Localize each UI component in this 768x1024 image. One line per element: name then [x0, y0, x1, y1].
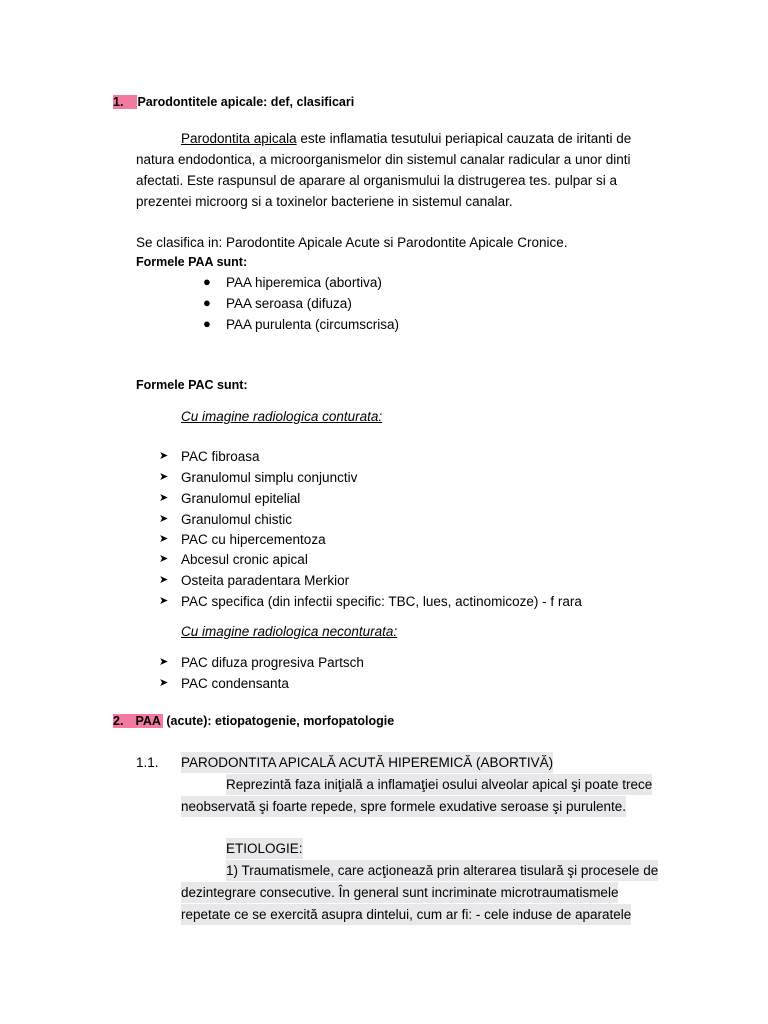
- paa-item-2: PAA seroasa (difuza): [226, 296, 352, 311]
- pac-heading: Formele PAC sunt:: [136, 378, 248, 392]
- section-1-title: Parodontitele apicale: def, clasificari: [137, 95, 355, 109]
- para2-line-2: dezintegrare consecutive. În general sunt incriminate microtraumatismele: [181, 882, 618, 903]
- arrowhead-bullet-icon: ➤: [159, 595, 169, 607]
- etiology-heading: ETIOLOGIE:: [226, 838, 303, 859]
- para1-line-1: Reprezintă faza iniţială a inflamaţiei osului alveolar apical şi poate trece: [226, 774, 652, 795]
- section-2-number: 2. PAA: [113, 714, 161, 728]
- classification-text: Se clasifica in: Parodontite Apicale Acute si Parodontite Apicale Cronice.: [136, 235, 568, 250]
- contoured-item-2: Granulomul simplu conjunctiv: [181, 470, 358, 485]
- arrowhead-bullet-icon: ➤: [159, 656, 169, 668]
- definition-line-3: afectati. Este raspunsul de aparare al organismului la distrugerea tes. pulpar si a: [136, 173, 618, 188]
- arrowhead-bullet-icon: ➤: [159, 677, 169, 689]
- paa-heading: Formele PAA sunt:: [136, 255, 248, 269]
- section-2-title-highlight: PAA: [135, 714, 161, 728]
- paa-item-3: PAA purulenta (circumscrisa): [226, 317, 400, 332]
- contoured-item-7: Osteita paradentara Merkior: [181, 573, 350, 588]
- contoured-item-8: PAC specifica (din infectii specific: TBC, lues, actinomicoze) - f rara: [181, 594, 582, 609]
- section-2-heading: [113, 711, 394, 732]
- arrowhead-bullet-icon: ➤: [159, 450, 169, 462]
- contoured-item-5: PAC cu hipercementoza: [181, 532, 326, 547]
- section-1-number: 1.: [113, 95, 137, 109]
- arrowhead-bullet-icon: ➤: [159, 533, 169, 545]
- arrowhead-bullet-icon: ➤: [159, 492, 169, 504]
- paa-item-1: PAA hiperemica (abortiva): [226, 275, 382, 290]
- definition-line-2: natura endodontica, a microorganismelor din sistemul canalar radicular a unor dinti: [136, 152, 631, 167]
- contoured-item-6: Abcesul cronic apical: [181, 552, 308, 567]
- para2-line-1: 1) Traumatismele, care acţionează prin alterarea tisulară şi procesele de: [226, 860, 658, 881]
- arrowhead-bullet-icon: ➤: [159, 553, 169, 565]
- definition-line-4: prezentei microorg si a toxinelor bacteriene in sistemul canalar.: [136, 194, 513, 209]
- subsection-number: 1.1.: [136, 755, 159, 770]
- bullet-dot-icon: ●: [203, 295, 211, 310]
- definition-text-1: este inflamatia tesutului periapical cauzata de iritanti de: [296, 131, 632, 146]
- noncontoured-heading: Cu imagine radiologica neconturata:: [181, 624, 398, 639]
- arrowhead-bullet-icon: ➤: [159, 471, 169, 483]
- contoured-heading: Cu imagine radiologica conturata:: [181, 409, 383, 424]
- contoured-item-3: Granulomul epitelial: [181, 491, 301, 506]
- definition-line-1: [181, 128, 631, 149]
- contoured-item-4: Granulomul chistic: [181, 512, 293, 527]
- arrowhead-bullet-icon: ➤: [159, 574, 169, 586]
- noncontoured-item-1: PAC difuza progresiva Partsch: [181, 655, 364, 670]
- para1-line-2: neobservată şi foarte repede, spre formele exudative seroase şi purulente.: [181, 796, 626, 817]
- bullet-dot-icon: ●: [203, 316, 211, 331]
- definition-term: Parodontita apicala: [181, 131, 297, 146]
- noncontoured-item-2: PAC condensanta: [181, 676, 289, 691]
- section-1-heading: [113, 92, 354, 113]
- bullet-dot-icon: ●: [203, 274, 211, 289]
- para2-line-3: repetate ce se exercită asupra dintelui, cum ar fi: - cele induse de aparatele: [181, 904, 631, 925]
- contoured-item-1: PAC fibroasa: [181, 449, 260, 464]
- section-2-title: (acute): etiopatogenie, morfopatologie: [162, 714, 395, 728]
- subsection-title: PARODONTITA APICALĂ ACUTĂ HIPEREMICĂ (ABORTIVĂ): [181, 752, 553, 773]
- arrowhead-bullet-icon: ➤: [159, 513, 169, 525]
